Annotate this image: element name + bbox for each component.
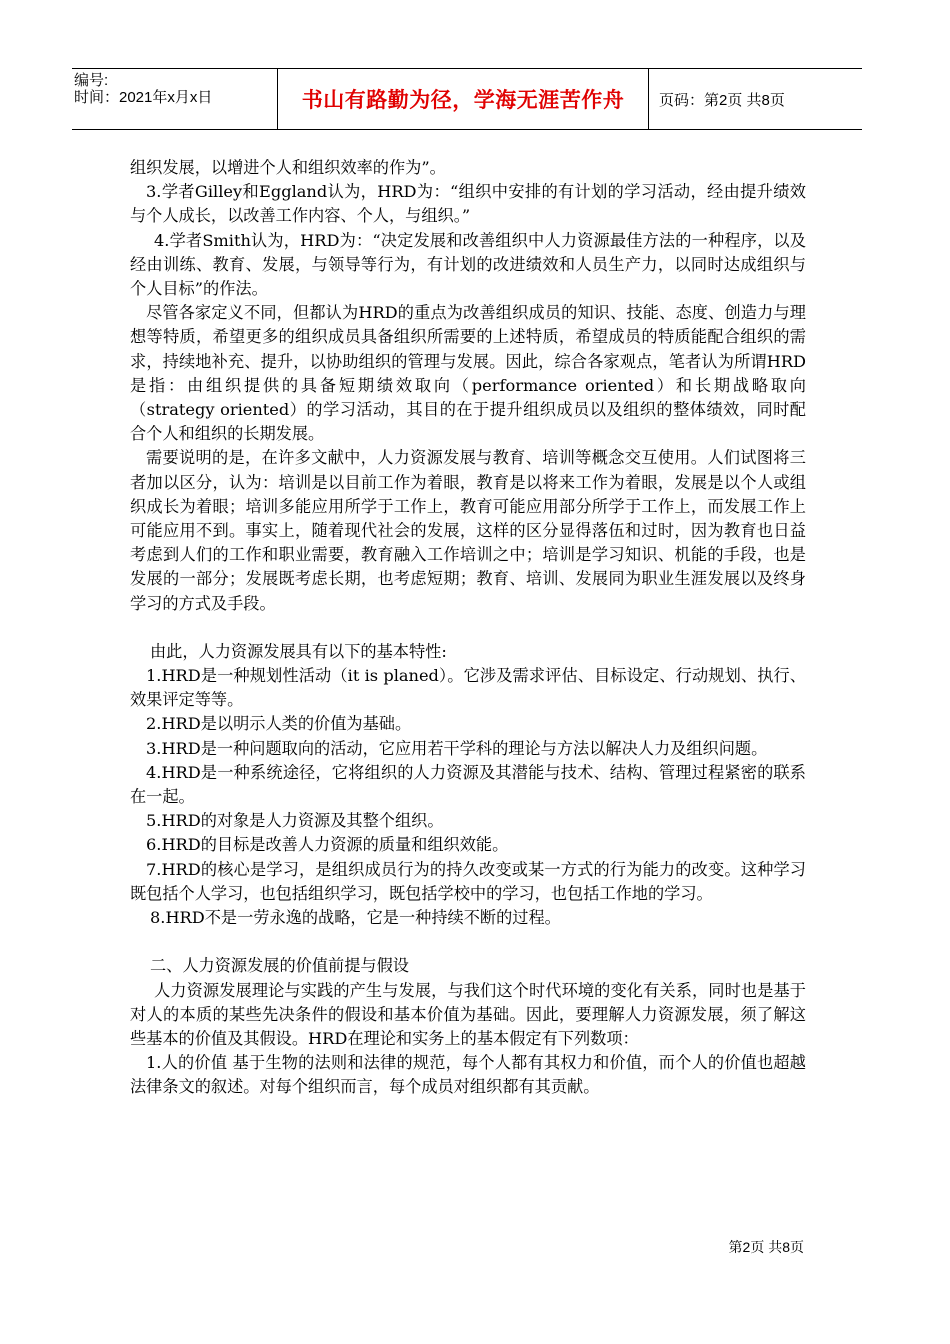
document-body	[130, 156, 806, 1100]
header-page-info: 页码：第2页 共8页	[659, 91, 785, 109]
list-item: 3.HRD是一种问题取向的活动，它应用若干学科的理论与方法以解决人力及组织问题。	[146, 738, 768, 758]
section-heading: 二、人力资源发展的价值前提与假设	[150, 956, 409, 976]
paragraph: 组织发展，以增进个人和组织效率的作为”。	[130, 158, 446, 177]
list-item: 7.HRD的核心是学习，是组织成员行为的持久改变或某一方式的行为能力的改变。这种学习既包括个人学习，也包括组织学习，既包括学校中的学习，也包括工作地的学习。	[130, 859, 806, 903]
number-label: 编号:	[74, 72, 109, 89]
paragraph: 需要说明的是，在许多文献中，人力资源发展与教育、培训等概念交互使用。人们试图将三者加以区分，认为：培训是以目前工作为着眼，教育是以将来工作为着眼，发展是以个人或组织成长为着眼；培训多能应用所学于工作上，教育可能应用部分所学于工作上，而发展工作上可能应用不到。事实上，随着现代社会的发展，这样的区分显得落伍和过时，因为教育也日益考虑到人们的工作和职业需要，教育融入工作培训之中；培训是学习知识、机能的手段，也是发展的一部分；发展既考虑长期，也考虑短期；教育、培训、发展同为职业生涯发展以及终身学习的方式及手段。	[130, 448, 806, 613]
paragraph: 由此，人力资源发展具有以下的基本特性:	[150, 641, 447, 661]
paragraph: 4.学者Smith认为，HRD为：“决定发展和改善组织中人力资源最佳方法的一种程序，以及经由训练、教育、发展，与领导等行为，有计划的改进绩效和人员生产力，以同时达成组织与个人目标”的作法。	[130, 230, 806, 299]
list-item: 8.HRD不是一劳永逸的战略，它是一种持续不断的过程。	[150, 908, 561, 928]
spacer	[130, 616, 806, 640]
paragraph: 人力资源发展理论与实践的产生与发展，与我们这个时代环境的变化有关系，同时也是基于对人的本质的某些先决条件的假设和基本价值为基础。因此，要理解人力资源发展，须了解这些基本的价值及其假设。HRD在理论和实务上的基本假定有下列数项：	[130, 980, 806, 1048]
page-header	[72, 68, 862, 130]
page-footer: 第2页 共8页	[728, 1239, 804, 1255]
list-item: 2.HRD是以明示人类的价值为基础。	[146, 714, 412, 734]
header-motto: 书山有路勤为径，学海无涯苦作舟	[277, 69, 649, 129]
list-item: 5.HRD的对象是人力资源及其整个组织。	[146, 811, 444, 831]
spacer	[130, 930, 806, 954]
paragraph: 尽管各家定义不同，但都认为HRD的重点为改善组织成员的知识、技能、态度、创造力与理想等特质，希望更多的组织成员具备组织所需要的上述特质，希望成员的特质能配合组织的需求，持续地补充、提升，以协助组织的管理与发展。因此，综合各家观点，笔者认为所谓HRD是指：由组织提供的具备短期绩效取向（performance oriented）和长期战略取向（strategy oriented）的学习活动，其目的在于提升组织成员以及组织的整体绩效，同时配合个人和组织的长期发展。	[130, 303, 806, 444]
time-label: 时间：2021年x月x日	[74, 89, 213, 106]
paragraph: 3.学者Gilley和Eggland认为，HRD为：“组织中安排的有计划的学习活动，经由提升绩效与个人成长，以改善工作内容、个人，与组织。”	[130, 182, 806, 226]
list-item: 1.人的价值 基于生物的法则和法律的规范，每个人都有其权力和价值，而个人的价值也超越法律条文的叙述。对每个组织而言，每个成员对组织都有其贡献。	[130, 1053, 806, 1097]
header-meta	[72, 69, 277, 129]
list-item: 6.HRD的目标是改善人力资源的质量和组织效能。	[146, 835, 509, 855]
list-item: 4.HRD是一种系统途径，它将组织的人力资源及其潜能与技术、结构、管理过程紧密的联系在一起。	[130, 762, 806, 807]
list-item: 1.HRD是一种规划性活动（it is planed）。它涉及需求评估、目标设定、行动规划、执行、效果评定等等。	[130, 666, 806, 710]
